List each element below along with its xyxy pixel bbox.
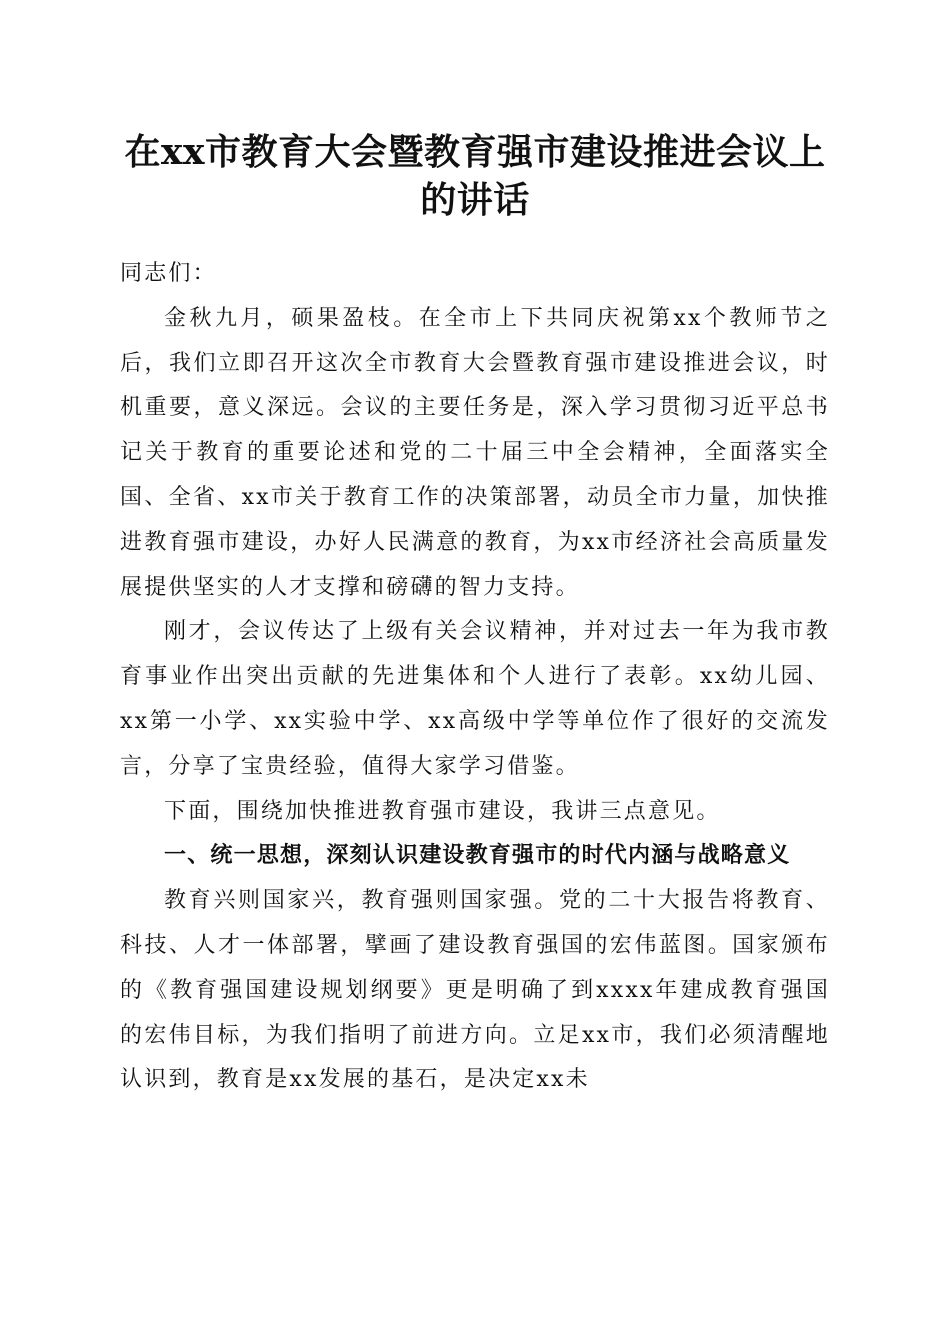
- paragraph-outline: 下面，围绕加快推进教育强市建设，我讲三点意见。: [164, 798, 721, 824]
- salutation: 同志们：: [120, 261, 217, 286]
- paragraph-commendation: 刚才，会议传达了上级有关会议精神，并对过去一年为我市教育事业作出突出贡献的先进集体和个人进行了表彰。xx幼儿园、xx第一小学、xx实验中学、xx高级中学等单位作了很好的交流发言，分享了宝贵经验，值得大家学习借鉴。: [120, 619, 830, 779]
- section-heading-1: 一、统一思想，深刻认识建设教育强市的时代内涵与战略意义: [164, 843, 791, 869]
- paragraph-section-1: 教育兴则国家兴，教育强则国家强。党的二十大报告将教育、科技、人才一体部署，擘画了建设教育强国的宏伟蓝图。国家颁布的《教育强国建设规划纲要》更是明确了到xxxx年建成教育强国的宏伟目标，为我们指明了前进方向。立足xx市，我们必须清醒地认识到，教育是xx发展的基石，是决定xx未: [120, 888, 830, 1093]
- document-title: 在xx市教育大会暨教育强市建设推进会议上的讲话: [124, 131, 826, 221]
- document-body: [120, 252, 830, 1103]
- paragraph-opening: 金秋九月，硕果盈枝。在全市上下共同庆祝第xx个教师节之后，我们立即召开这次全市教育大会暨教育强市建设推进会议，时机重要，意义深远。会议的主要任务是，深入学习贯彻习近平总书记关于教育的重要论述和党的二十届三中全会精神，全面落实全国、全省、xx市关于教育工作的决策部署，动员全市力量，加快推进教育强市建设，办好人民满意的教育，为xx市经济社会高质量发展提供坚实的人才支撑和磅礴的智力支持。: [120, 305, 830, 600]
